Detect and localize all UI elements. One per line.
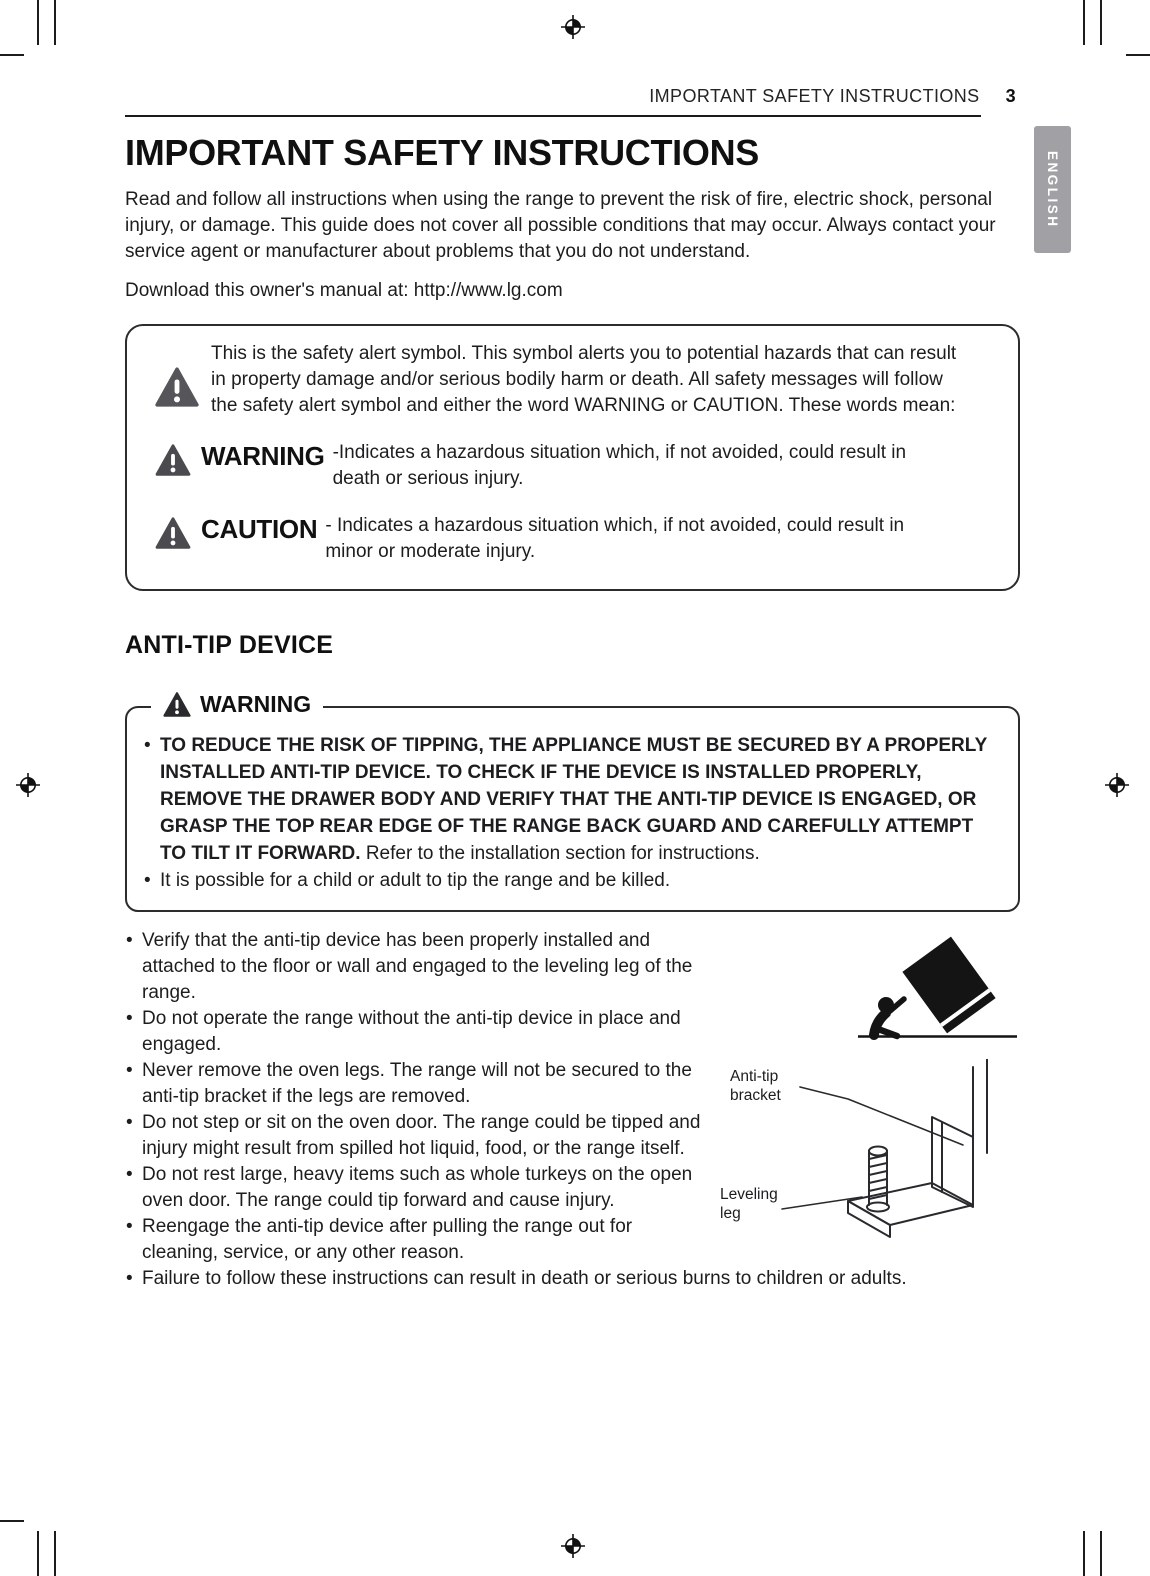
warning-box-bullet: [143, 732, 1000, 867]
page-content: [125, 86, 1020, 1292]
safety-alert-row: [149, 341, 994, 419]
crop-mark: [54, 0, 56, 45]
warning-box-bullet-normal: Refer to the installation section for instructions.: [360, 843, 760, 864]
intro-paragraph: Read and follow all instructions when using the range to prevent the risk of fire, electric shock, personal injury, or damage. This guide does not cover all possible conditions that may occur. Always contact your service agent or manufacturer about problems that you do not understand.: [125, 189, 996, 262]
page-number: 3: [1005, 86, 1016, 106]
safety-alert-text: This is the safety alert symbol. This symbol alerts you to potential hazards that can result in property damage and/or serious bodily harm or death. All safety messages will follow the safety alert symbol and either the word WARNING or CAUTION. These words mean:: [211, 343, 957, 416]
safety-alert-box: [125, 324, 1020, 591]
crop-mark: [0, 1520, 24, 1522]
list-item: • Verify that the anti-tip device has been properly installed and attached to the floor or wall and engaged to the leveling leg of the range.: [125, 928, 1020, 1006]
crop-mark: [1100, 0, 1102, 45]
header-rule: [125, 115, 981, 117]
list-item: • Never remove the oven legs. The range will not be secured to the anti-tip bracket if the legs are removed.: [125, 1058, 1020, 1110]
warning-definition-row: [149, 440, 994, 492]
caution-label: CAUTION: [201, 514, 318, 544]
list-item: • Do not step or sit on the oven door. The range could be tipped and injury might result from spilled hot liquid, food, or the range itself.: [125, 1110, 1020, 1162]
warning-box-bullet-bold: TO REDUCE THE RISK OF TIPPING, THE APPLIANCE MUST BE SECURED BY A PROPERLY INSTALLED ANTI-TIP DEVICE. TO CHECK IF THE DEVICE IS INSTALLED PROPERLY, REMOVE THE DRAWER BODY AND VERIFY THAT THE ANTI-TIP DEVICE IS ENGAGED, OR GRASP THE TOP REAR EDGE OF THE RANGE BACK GUARD AND CAREFULLY ATTEMPT TO TILT IT FORWARD.: [160, 735, 987, 864]
warning-box-bullet: • It is possible for a child or adult to tip the range and be killed.: [143, 867, 1000, 894]
crop-mark: [37, 0, 39, 45]
warning-triangle-icon: [155, 444, 191, 476]
download-line: Download this owner's manual at: http://www.lg.com: [125, 280, 563, 301]
anti-tip-warning-box: [125, 691, 1020, 912]
warning-box-triangle-icon: [163, 692, 191, 717]
section-heading-anti-tip: ANTI-TIP DEVICE: [125, 631, 334, 659]
crop-mark: [1083, 1531, 1085, 1576]
registration-mark-icon: [560, 14, 586, 40]
registration-mark-icon: [15, 772, 41, 798]
warning-label: WARNING: [201, 441, 325, 471]
warning-box-label-text: WARNING: [200, 691, 312, 717]
registration-mark-icon: [560, 1533, 586, 1559]
anti-tip-bullet-list: [125, 928, 1020, 1292]
figure-label-anti-tip-bracket: Anti-tip bracket: [730, 1068, 781, 1104]
warning-box-bullets: [143, 732, 1000, 894]
list-item: • Do not rest large, heavy items such as whole turkeys on the open oven door. The range could tip forward and cause injury.: [125, 1162, 1020, 1214]
language-tab: [1034, 126, 1071, 253]
crop-mark: [0, 54, 24, 56]
list-item: • Failure to follow these instructions can result in death or serious burns to children or adults.: [125, 1266, 1020, 1292]
page-title: IMPORTANT SAFETY INSTRUCTIONS: [125, 132, 759, 173]
crop-mark: [1083, 0, 1085, 45]
anti-tip-details: [125, 928, 1020, 1292]
warning-definition-text: -Indicates a hazardous situation which, if not avoided, could result in death or serious injury.: [332, 442, 907, 489]
running-header-title: IMPORTANT SAFETY INSTRUCTIONS: [649, 86, 980, 106]
caution-triangle-icon: [155, 517, 191, 549]
crop-mark: [37, 1531, 39, 1576]
list-item: • Reengage the anti-tip device after pulling the range out for cleaning, service, or any other reason.: [125, 1214, 1020, 1266]
running-header: [125, 86, 1020, 107]
list-item: • Do not operate the range without the anti-tip device in place and engaged.: [125, 1006, 1020, 1058]
safety-alert-icon: [149, 341, 211, 419]
crop-mark: [1100, 1531, 1102, 1576]
figure-label-leveling-leg: Leveling leg: [720, 1186, 778, 1222]
crop-mark: [1126, 54, 1150, 56]
registration-mark-icon: [1104, 772, 1130, 798]
caution-definition-text: - Indicates a hazardous situation which, if not avoided, could result in minor or moderate injury.: [325, 515, 905, 562]
caution-definition-row: [149, 513, 994, 565]
warning-box-label: [151, 691, 323, 718]
language-tab-label: ENGLISH: [1045, 150, 1060, 229]
crop-mark: [54, 1531, 56, 1576]
